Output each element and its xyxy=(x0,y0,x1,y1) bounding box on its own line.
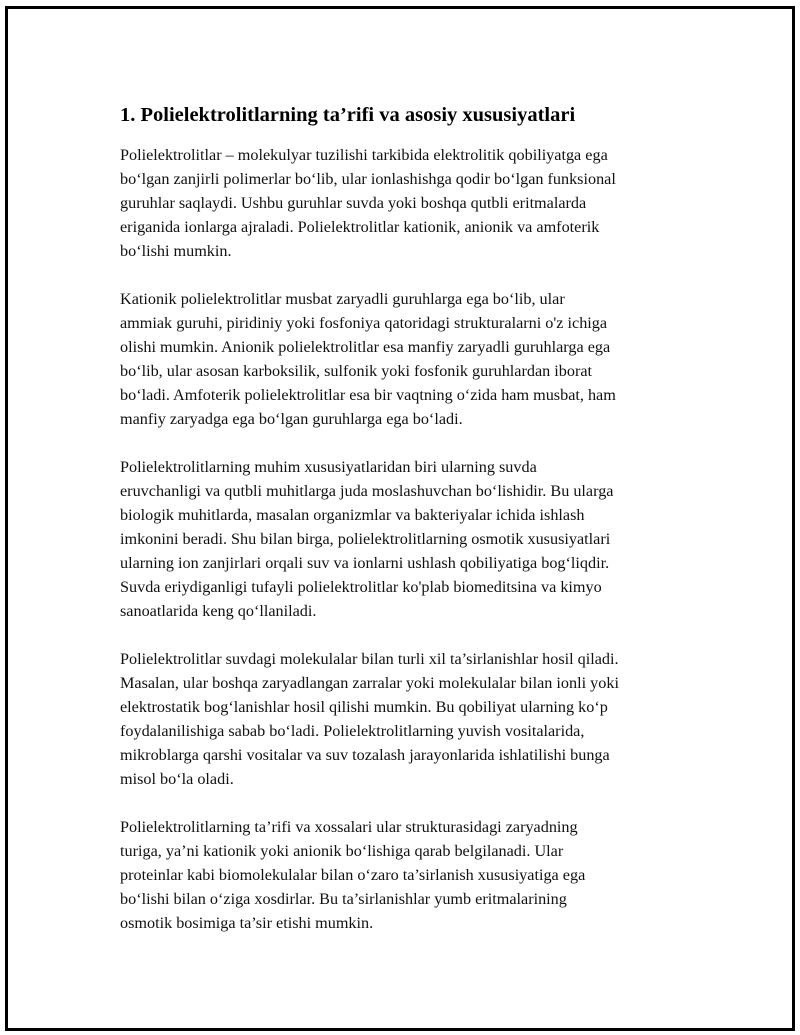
text-line: ammiak guruhi, piridiniy yoki fosfoniya qatoridagi strukturalarni o'z ichiga xyxy=(120,314,608,332)
text-line: bo‘lishi bilan o‘ziga xosdirlar. Bu ta’sirlanishlar yumb eritmalarining xyxy=(120,890,567,908)
text-line: Polielektrolitlar – molekulyar tuzilishi tarkibida elektrolitik qobiliyatga ega xyxy=(120,146,608,164)
paragraph-summary xyxy=(120,815,700,935)
paragraph-definition xyxy=(120,143,700,263)
text-line: eruvchanligi va qutbli muhitlarga juda moslashuvchan bo‘lishidir. Bu ularga xyxy=(120,482,614,500)
text-line: sanoatlarida keng qo‘llaniladi. xyxy=(120,602,317,620)
text-line: bo‘ladi. Amfoterik polielektrolitlar esa bir vaqtning o‘zida ham musbat, ham xyxy=(120,386,616,404)
text-line: osmotik bosimiga ta’sir etishi mumkin. xyxy=(120,914,374,932)
text-line: biologik muhitlarda, masalan organizmlar va bakteriyalar ichida ishlash xyxy=(120,506,585,524)
text-line: imkonini beradi. Shu bilan birga, polielektrolitlarning osmotik xususiyatlari xyxy=(120,530,611,548)
text-line: Suvda eriydiganligi tufayli polielektrolitlar ko'plab biomeditsina va kimyo xyxy=(120,578,602,596)
paragraph-properties xyxy=(120,455,700,623)
text-line: misol bo‘la oladi. xyxy=(120,770,234,788)
text-line: bo‘lib, ular asosan karboksilik, sulfonik yoki fosfonik guruhlardan iborat xyxy=(120,362,593,380)
section-heading: 1. Polielektrolitlarning ta’rifi va asosiy xususiyatlari xyxy=(120,104,576,126)
text-line: turiga, ya’ni kationik yoki anionik bo‘lishiga qarab belgilanadi. Ular xyxy=(120,842,564,860)
text-line: bo‘lgan zanjirli polimerlar bo‘lib, ular ionlashishga qodir bo‘lgan funksional xyxy=(120,170,616,188)
text-line: Polielektrolitlarning ta’rifi va xossalari ular strukturasidagi zaryadning xyxy=(120,818,578,836)
text-line: olishi mumkin. Anionik polielektrolitlar esa manfiy zaryadli guruhlarga ega xyxy=(120,338,611,356)
text-line: bo‘lishi mumkin. xyxy=(120,242,232,260)
text-line: mikroblarga qarshi vositalar va suv tozalash jarayonlarida ishlatilishi bunga xyxy=(120,746,610,764)
text-line: Kationik polielektrolitlar musbat zaryadli guruhlarga ega bo‘lib, ular xyxy=(120,290,565,308)
paragraph-interactions xyxy=(120,647,700,791)
text-line: Polielektrolitlarning muhim xususiyatlaridan biri ularning suvda xyxy=(120,458,537,476)
text-line: elektrostatik bog‘lanishlar hosil qilishi mumkin. Bu qobiliyat ularning ko‘p xyxy=(120,698,608,716)
text-line: proteinlar kabi biomolekulalar bilan o‘zaro ta’sirlanish xususiyatiga ega xyxy=(120,866,586,884)
text-line: Polielektrolitlar suvdagi molekulalar bilan turli xil ta’sirlanishlar hosil qiladi. xyxy=(120,650,619,668)
text-line: manfiy zaryadga ega bo‘lgan guruhlarga ega bo‘ladi. xyxy=(120,410,463,428)
paragraph-types xyxy=(120,287,700,431)
text-line: eriganida ionlarga ajraladi. Polielektrolitlar kationik, anionik va amfoterik xyxy=(120,218,600,236)
text-line: ularning ion zanjirlari orqali suv va ionlarni ushlash qobiliyatiga bog‘liqdir. xyxy=(120,554,610,572)
text-line: guruhlar saqlaydi. Ushbu guruhlar suvda yoki boshqa qutbli eritmalarda xyxy=(120,194,587,212)
page-frame xyxy=(5,6,795,1031)
text-line: foydalanilishiga sabab bo‘ladi. Polielektrolitlarning yuvish vositalarida, xyxy=(120,722,585,740)
document-body xyxy=(120,101,700,959)
text-line: Masalan, ular boshqa zaryadlangan zarralar yoki molekulalar bilan ionli yoki xyxy=(120,674,619,692)
